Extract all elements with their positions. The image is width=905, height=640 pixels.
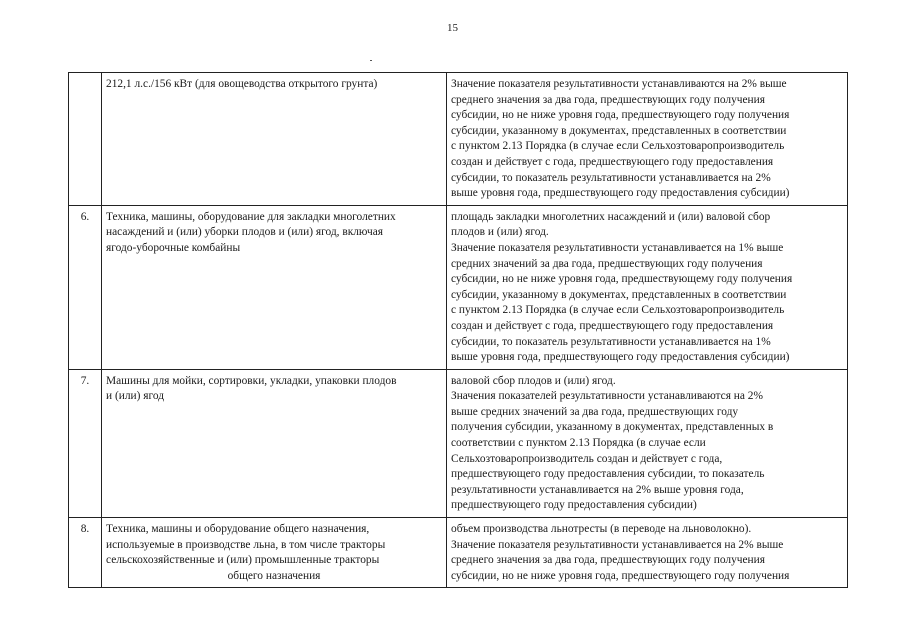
indicator-line: Значение показателя результативности устанавливается на 1% выше: [451, 241, 784, 254]
equipment-name-line: сельскохозяйственные и (или) промышленные тракторы: [106, 554, 380, 567]
indicator-cell: [447, 369, 848, 517]
equipment-name-cell: [102, 369, 447, 517]
indicator-line: валовой сбор плодов и (или) ягод.: [451, 374, 616, 387]
equipment-name-line: Техника, машины, оборудование для закладки многолетних: [106, 210, 396, 223]
row-number: 7.: [80, 374, 90, 387]
equipment-name-line: и (или) ягод: [106, 390, 165, 403]
table-row: [69, 205, 848, 369]
indicator-line: выше уровня года, предшествующего году предоставления субсидии): [451, 351, 790, 364]
equipment-name-cell: [102, 518, 447, 588]
row-number: 6.: [80, 210, 90, 223]
indicator-line: среднего значения за два года, предшествующих году получения: [451, 93, 765, 106]
indicator-cell: [447, 205, 848, 369]
indicator-cell: [447, 73, 848, 206]
indicator-line: субсидии, но не ниже уровня года, предшествующего году получения: [451, 109, 790, 122]
indicator-line: результативности устанавливается на 2% выше уровня года,: [451, 483, 744, 496]
equipment-name-line: 212,1 л.с./156 кВт (для овощеводства открытого грунта): [106, 78, 378, 90]
indicator-line: предшествующего году предоставления субсидии): [451, 499, 697, 512]
indicator-line: субсидии, то показатель результативности устанавливается на 2%: [451, 171, 771, 184]
indicator-line: предшествующего году предоставления субсидии, то показатель: [451, 468, 765, 481]
equipment-name-line: используемые в производстве льна, в том числе тракторы: [106, 538, 386, 551]
page-number: 15: [447, 22, 458, 34]
indicator-line: соответствии с пунктом 2.13 Порядка (в случае если: [451, 437, 706, 450]
indicator-line: субсидии, то показатель результативности устанавливается на 1%: [451, 335, 771, 348]
indicator-line: Значение показателя результативности устанавливаются на 2% выше: [451, 78, 787, 90]
indicator-line: субсидии, указанному в документах, представленных в соответствии: [451, 124, 787, 137]
indicator-line: субсидии, указанному в документах, представленных в соответствии: [451, 288, 787, 301]
equipment-name-cell: [102, 73, 447, 206]
equipment-name-line: насаждений и (или) уборки плодов и (или) ягод, включая: [106, 226, 384, 239]
table-row: [69, 518, 848, 588]
row-number: 8.: [80, 523, 90, 536]
indicator-line: средних значений за два года, предшествующих году получения: [451, 257, 763, 270]
table-row: [69, 73, 848, 206]
indicator-line: с пунктом 2.13 Порядка (в случае если Сельхозтоваропроизводитель: [451, 304, 785, 317]
indicator-line: Сельхозтоваропроизводитель создан и действует с года,: [451, 452, 723, 465]
indicator-line: с пунктом 2.13 Порядка (в случае если Сельхозтоваропроизводитель: [451, 140, 785, 153]
indicator-line: выше средних значений за два года, предшествующих году: [451, 405, 739, 418]
equipment-name-line: Машины для мойки, сортировки, укладки, упаковки плодов: [106, 374, 397, 387]
table-row: [69, 369, 848, 517]
indicator-line: выше уровня года, предшествующего году предоставления субсидии): [451, 187, 790, 200]
indicator-line: плодов и (или) ягод.: [451, 226, 549, 239]
row-number-cell: [69, 205, 102, 369]
indicator-line: среднего значения за два года, предшествующих году получения: [451, 554, 765, 567]
indicator-line: площадь закладки многолетних насаждений и (или) валовой сбор: [451, 210, 771, 223]
row-number-cell: [69, 369, 102, 517]
indicator-line: получения субсидии, указанному в документах, представленных в: [451, 421, 774, 434]
row-number-cell: [69, 73, 102, 206]
indicator-line: создан и действует с года, предшествующего году предоставления: [451, 319, 774, 332]
equipment-name-line: общего назначения: [227, 569, 321, 582]
equipment-name-line: ягодо-уборочные комбайны: [106, 241, 241, 254]
indicators-table: [68, 72, 848, 588]
indicator-line: Значения показателей результативности устанавливаются на 2%: [451, 390, 763, 403]
equipment-name-line: Техника, машины и оборудование общего назначения,: [106, 523, 370, 536]
indicator-line: субсидии, но не ниже уровня года, предшествующему году получения: [451, 273, 793, 286]
stray-mark: [370, 60, 372, 61]
indicator-line: субсидии, но не ниже уровня года, предшествующего году получения: [451, 569, 790, 582]
row-number-cell: [69, 518, 102, 588]
indicator-cell: [447, 518, 848, 588]
indicator-line: объем производства льнотресты (в переводе на льноволокно).: [451, 523, 752, 536]
indicator-line: создан и действует с года, предшествующего году предоставления: [451, 155, 774, 168]
indicator-line: Значение показателя результативности устанавливается на 2% выше: [451, 538, 784, 551]
equipment-name-cell: [102, 205, 447, 369]
